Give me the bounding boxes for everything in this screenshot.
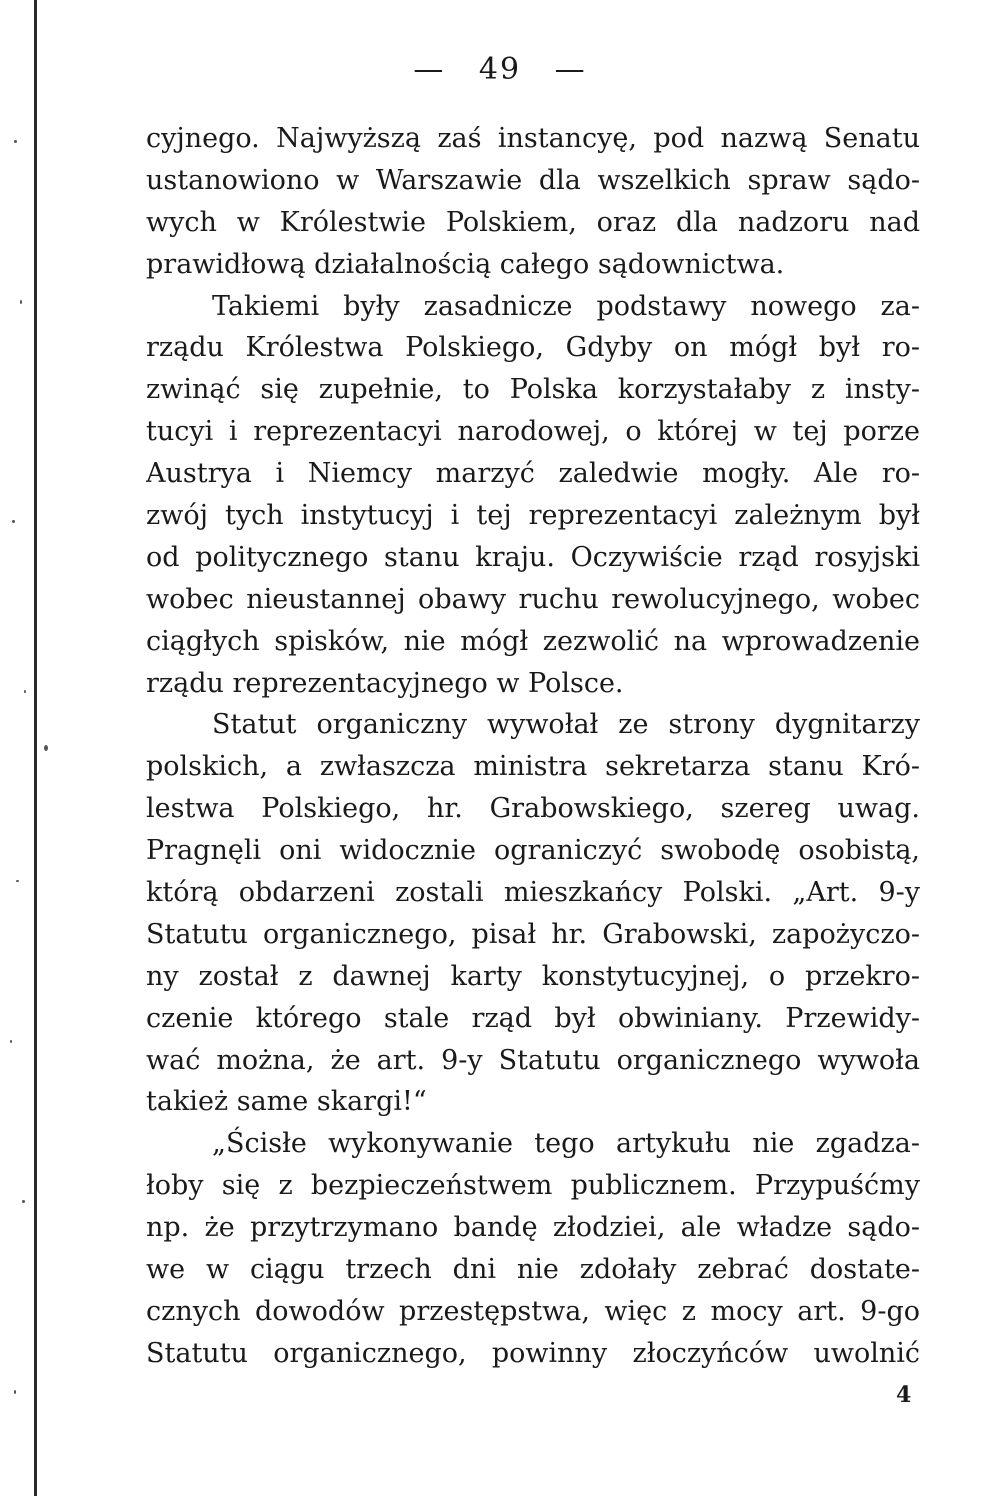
text-line: Austrya i Niemcy marzyć zaledwie mogły. Ale ro-: [146, 458, 920, 490]
text-line: rządu Królestwa Polskiego, Gdyby on mógł był ro-: [146, 332, 920, 364]
body-text: [146, 118, 920, 1375]
header-dash-right: —: [554, 52, 587, 87]
text-line: Statutu organicznego, pisał hr. Grabowski, zapożyczo-: [146, 918, 920, 950]
paper-speck: [20, 300, 22, 304]
text-line: ciągłych spisków, nie mógł zezwolić na wprowadzenie: [146, 625, 920, 657]
text-line: łoby się z bezpieczeństwem publicznem. Przypuśćmy: [146, 1170, 920, 1202]
text-line: rządu reprezentacyjnego w Polsce.: [146, 667, 624, 699]
text-line: zwinąć się zupełnie, to Polska korzystałaby z insty-: [146, 374, 920, 406]
text-line: ny został z dawnej karty konstytucyjnej, o przekro-: [146, 960, 920, 992]
text-line: takież same skargi!“: [146, 1086, 427, 1118]
text-line: czenie którego stale rząd był obwiniany. Przewidy-: [146, 1002, 920, 1034]
printer-signature-mark: 4: [896, 1382, 912, 1408]
paper-speck: [12, 520, 15, 523]
text-line: lestwa Polskiego, hr. Grabowskiego, szereg uwag.: [146, 793, 920, 825]
text-line: Statutu organicznego, powinny złoczyńców uwolnić: [146, 1337, 920, 1369]
paper-speck: [14, 140, 17, 143]
text-line: od politycznego stanu kraju. Oczywiście rząd rosyjski: [146, 541, 920, 573]
header-dash-left: —: [413, 52, 446, 87]
text-line: Pragnęli oni widocznie ograniczyć swobodę osobistą,: [146, 835, 920, 867]
text-line: polskich, a zwłaszcza ministra sekretarza stanu Kró-: [146, 751, 920, 783]
paragraph-first-line: Statut organiczny wywołał ze strony dygnitarzy: [212, 709, 920, 741]
text-line: zwój tych instytucyj i tej reprezentacyi zależnym był: [146, 500, 920, 532]
page-binding-edge: [0, 0, 60, 1496]
paper-speck: [16, 880, 19, 882]
page-header: [0, 52, 1000, 87]
text-line: tucyi i reprezentacyi narodowej, o której w tej porze: [146, 416, 920, 448]
binding-line: [34, 0, 37, 1496]
paper-speck: [22, 1200, 25, 1203]
paragraph-first-line: Takiemi były zasadnicze podstawy nowego za-: [212, 290, 920, 322]
text-line: wać można, że art. 9-y Statutu organicznego wywoła: [146, 1044, 920, 1076]
paper-speck: [24, 690, 26, 693]
page-number: 49: [478, 52, 522, 87]
paper-speck: [14, 1390, 16, 1394]
text-line: którą obdarzeni zostali mieszkańcy Polski. „Art. 9-y: [146, 877, 920, 909]
text-line: cyjnego. Najwyższą zaś instancyę, pod nazwą Senatu: [146, 123, 920, 154]
text-line: cznych dowodów przestępstwa, więc z mocy art. 9-go: [146, 1295, 920, 1327]
text-line: ustanowiono w Warszawie dla wszelkich spraw sądo-: [146, 164, 920, 196]
text-line: wobec nieustannej obawy ruchu rewolucyjnego, wobec: [146, 583, 920, 615]
text-line: prawidłową działalnością całego sądownictwa.: [146, 248, 785, 280]
paper-speck: [10, 1040, 12, 1043]
text-line: we w ciągu trzech dni nie zdołały zebrać dostate-: [146, 1254, 920, 1286]
text-line: np. że przytrzymano bandę złodziei, ale władze sądo-: [146, 1212, 920, 1244]
paper-speck: [44, 745, 48, 751]
text-line: wych w Królestwie Polskiem, oraz dla nadzoru nad: [146, 206, 920, 238]
paragraph-first-line: „Ścisłe wykonywanie tego artykułu nie zgadza-: [212, 1128, 920, 1160]
